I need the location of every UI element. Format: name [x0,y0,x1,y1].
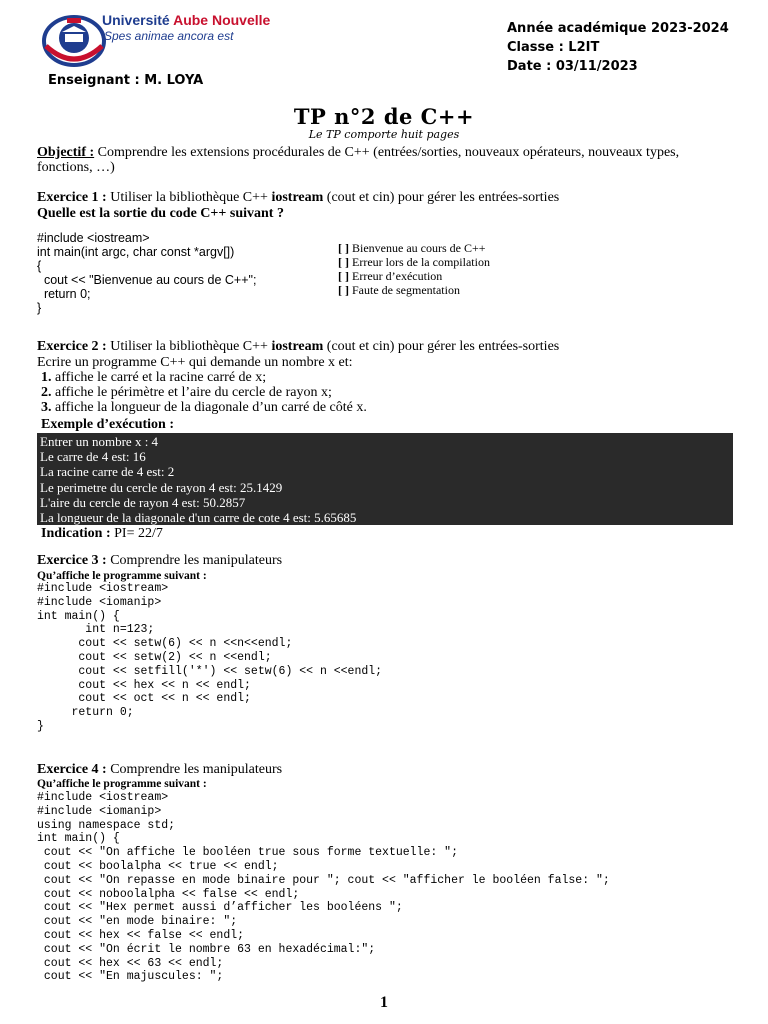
exercise-3-code: #include <iostream> #include <iomanip> int main() { int n=123; cout << setw(6) << n <<n<<endl; cout << setw(2) << n <<endl; cout << setfill('*') << setw(6) << n <<endl; cout << hex << n << endl; cout << oct << n << endl; return 0; } [37,582,383,733]
exercise-1-code: #include <iostream> int main(int argc, char const *argv[]) { cout << "Bienvenue au cours de C++"; return 0; } [37,231,257,315]
hint: Indication : PI= 22/7 [41,526,163,541]
list-item: 3. affiche la longueur de la diagonale d’un carré de côté x. [41,400,367,415]
objective-text: Comprendre les extensions procédurales de C++ (entrées/sorties, nouveaux opérateurs, nouveaux types, fonctions, …) [37,145,680,175]
objective-label: Objectif : [37,145,95,160]
page-number: 1 [380,994,388,1011]
output-line: Entrer un nombre x : 4 [40,434,159,449]
university-seal-icon [40,10,110,72]
exercise-2-heading: Exercice 2 : Utiliser la bibliothèque C++ iostream (cout et cin) pour gérer les entrées-sorties [37,339,560,354]
choice-item[interactable]: [ ] Erreur lors de la compilation [338,255,490,269]
output-line: La racine carre de 4 est: 2 [40,464,175,480]
exercise-2-intro: Ecrire un programme C++ qui demande un nombre x et: [37,355,353,370]
example-label: Exemple d’exécution : [41,417,174,432]
university-motto: Spes animae ancora est [104,29,234,43]
list-item: 2. affiche le périmètre et l’aire du cercle de rayon x; [41,385,332,400]
course-info [507,19,729,76]
execution-output [37,433,733,525]
list-item: 1. affiche le carré et la racine carré de x; [41,370,267,385]
academic-year: Année académique 2023-2024 [507,21,729,36]
university-name: Université Aube Nouvelle [102,12,271,28]
exercise-1-heading: Exercice 1 : Utiliser la bibliothèque C++ iostream (cout et cin) pour gérer les entrées-sorties [37,190,560,205]
teacher-label: Enseignant : M. LOYA [48,73,204,88]
exercise-4-heading: Exercice 4 : Comprendre les manipulateurs [37,762,283,777]
choice-checkbox[interactable]: [ ] [338,269,349,283]
exercise-1-choices [338,241,490,297]
exercise-3-heading: Exercice 3 : Comprendre les manipulateurs [37,553,283,568]
objective [37,145,737,175]
page-subtitle: Le TP comporte huit pages [308,128,460,141]
choice-item[interactable]: [ ] Erreur d’exécution [338,269,443,283]
choice-item[interactable]: [ ] Bienvenue au cours de C++ [338,241,486,255]
exercise-4-question: Qu’affiche le programme suivant : [37,778,207,790]
class-label: Classe : L2IT [507,40,600,55]
output-line: Le perimetre du cercle de rayon 4 est: 25.1429 [40,479,283,495]
exercise-2-list [41,370,367,415]
exercise-4-code: #include <iostream> #include <iomanip> using namespace std; int main() { cout << "On affiche le booléen true sous forme textuelle: "; cout << boolalpha << true << endl; cout << "On repasse en mode binaire pour "; cout << "afficher le booléen false: "; cout << noboolalpha << false << endl; cout << "Hex permet aussi d’afficher les booléens "; cout << "en mode binaire: "; cout << hex << false << endl; cout << "On écrit le nombre 63 en hexadécimal:"; cout << hex << 63 << endl; cout << "En majuscules: "; [37,791,610,984]
exercise-3-question: Qu’affiche le programme suivant : [37,570,207,582]
output-line: La longueur de la diagonale d'un carre de cote 4 est: 5.65685 [40,510,357,526]
exercise-1-question: Quelle est la sortie du code C++ suivant ? [37,206,284,221]
output-line: L'aire du cercle de rayon 4 est: 50.2857 [40,494,246,510]
page-title: TP n°2 de C++ [293,104,475,129]
choice-item[interactable]: [ ] Faute de segmentation [338,283,460,297]
choice-checkbox[interactable]: [ ] [338,255,349,269]
date-label: Date : 03/11/2023 [507,59,638,74]
choice-checkbox[interactable]: [ ] [338,241,349,255]
output-line: Le carre de 4 est: 16 [40,449,146,465]
choice-checkbox[interactable]: [ ] [338,283,349,297]
